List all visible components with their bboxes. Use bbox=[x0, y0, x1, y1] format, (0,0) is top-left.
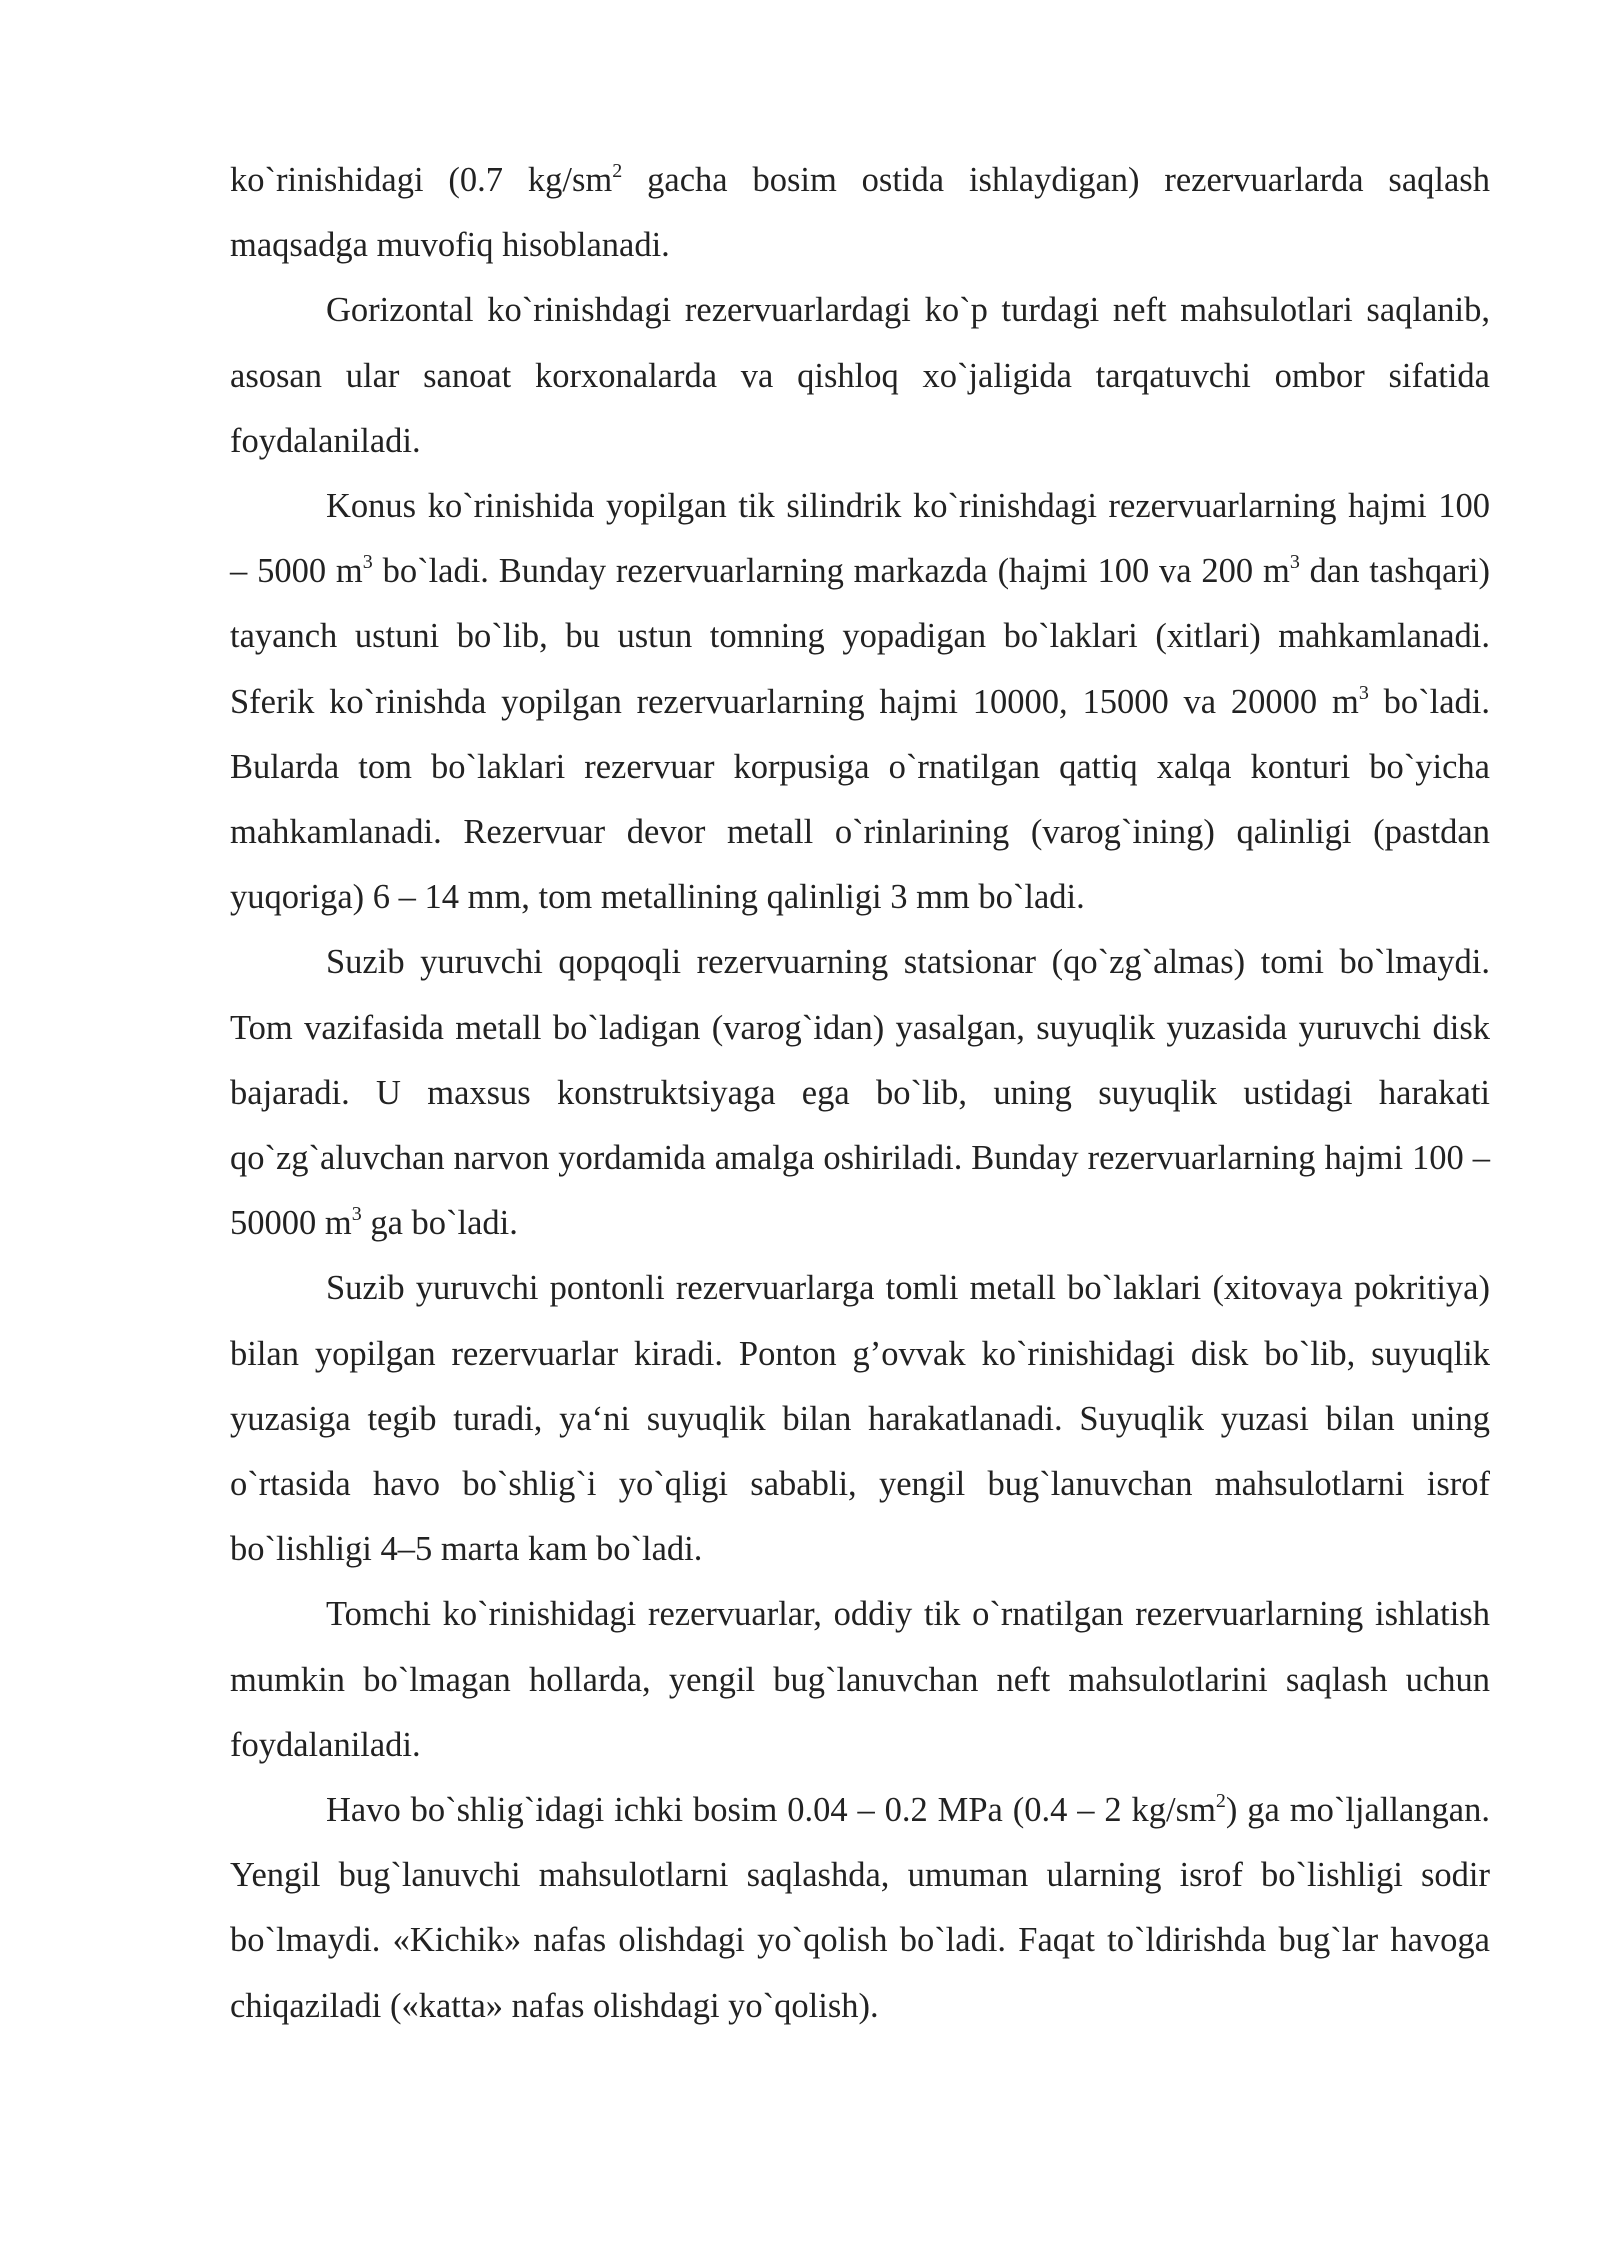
paragraph-text: Suzib yuruvchi pontonli rezervuarlarga tomli metall bo`laklari (xitovaya pokritiya) bilan yopilgan rezervuarlar kiradi. Ponton g’ovvak ko`rinishidagi disk bo`lib, suyuqlik yuzasiga tegib turadi, ya‘ni suyuqlik bilan harakatlanadi. Suyuqlik yuzasi bilan uning o`rtasida havo bo`shlig`i yo`qligi sababli, yengil bug`lanuvchan mahsulotlarni isrof bo`lishligi 4–5 marta kam bo`ladi. bbox=[230, 1269, 1490, 1569]
paragraph-text: Suzib yuruvchi qopqoqli rezervuarning statsionar (qo`zg`almas) tomi bo`lmaydi. Tom vazifasida metall bo`ladigan (varog`idan) yasalgan, suyuqlik yuzasida yuruvchi disk bajaradi. U maxsus konstruktsiyaga ega bo`lib, uning suyuqlik ustidagi harakati qo`zg`aluvchan narvon yordamida amalga oshiriladi. Bunday rezervuarlarning hajmi 100 – 50000 m bbox=[230, 943, 1490, 1243]
paragraph-text: Konus ko`rinishida yopilgan tik silindrik ko`rinishdagi rezervuarlarning hajmi 100 – 5000 m bbox=[230, 487, 1490, 591]
superscript: 2 bbox=[612, 160, 623, 182]
paragraph-6 bbox=[230, 1582, 1490, 1778]
paragraph-text: dan tashqari) tayanch ustuni bo`lib, bu ustun tomning yopadigan bo`laklari (xitlari) mahkamlanadi. Sferik ko`rinishda yopilgan rezervuarlarning hajmi 10000, 15000 va 20000 m bbox=[230, 552, 1491, 721]
paragraph-text: ko`rinishidagi (0.7 kg/sm bbox=[230, 161, 613, 199]
paragraph-5 bbox=[230, 1256, 1490, 1582]
paragraph-text: Gorizontal ko`rinishdagi rezervuarlardagi ko`p turdagi neft mahsulotlari saqlanib, asosan ular sanoat korxonalarda va qishloq xo`jaligida tarqatuvchi ombor sifatida foydalaniladi. bbox=[230, 291, 1490, 460]
paragraph-text: ) ga mo`ljallangan. Yengil bug`lanuvchi mahsulotlarni saqlashda, umuman ularning isrof bo`lishligi sodir bo`lmaydi. «Kichik» nafas olishdagi yo`qolish bo`ladi. Faqat to`ldirishda bug`lar havoga chiqaziladi («katta» nafas olishdagi yo`qolish). bbox=[230, 1791, 1490, 2025]
paragraph-2 bbox=[230, 278, 1490, 474]
paragraph-7 bbox=[230, 1778, 1490, 2039]
superscript: 3 bbox=[1358, 681, 1369, 704]
superscript: 2 bbox=[1215, 1790, 1226, 1813]
paragraph-text: gacha bosim ostida ishlaydigan) rezervuarlarda saqlash maqsadga muvofiq hisoblanadi. bbox=[230, 161, 1490, 265]
paragraph-text: Havo bo`shlig`idagi ichki bosim 0.04 – 0.2 MPa (0.4 – 2 kg/sm bbox=[326, 1791, 1216, 1830]
superscript: 3 bbox=[351, 1203, 362, 1226]
paragraph-4 bbox=[230, 930, 1490, 1256]
superscript: 3 bbox=[1289, 551, 1300, 574]
paragraph-text: bo`ladi. Bularda tom bo`laklari rezervuar korpusiga o`rnatilgan qattiq xalqa konturi bo`yicha mahkamlanadi. Rezervuar devor metall o`rinlarining (varog`ining) qalinligi (pastdan yuqoriga) 6 – 14 mm, tom metallining qalinligi 3 mm bo`ladi. bbox=[230, 682, 1490, 917]
paragraph-1 bbox=[230, 148, 1490, 278]
superscript: 3 bbox=[362, 551, 373, 574]
document-body bbox=[230, 148, 1490, 2039]
paragraph-text: bo`ladi. Bunday rezervuarlarning markazda (hajmi 100 va 200 m bbox=[372, 552, 1290, 591]
paragraph-text: Tomchi ko`rinishidagi rezervuarlar, oddiy tik o`rnatilgan rezervuarlarning ishlatish mumkin bo`lmagan hollarda, yengil bug`lanuvchan neft mahsulotlarini saqlash uchun foydalaniladi. bbox=[230, 1595, 1490, 1764]
paragraph-3 bbox=[230, 474, 1490, 930]
paragraph-text: ga bo`ladi. bbox=[361, 1204, 518, 1243]
